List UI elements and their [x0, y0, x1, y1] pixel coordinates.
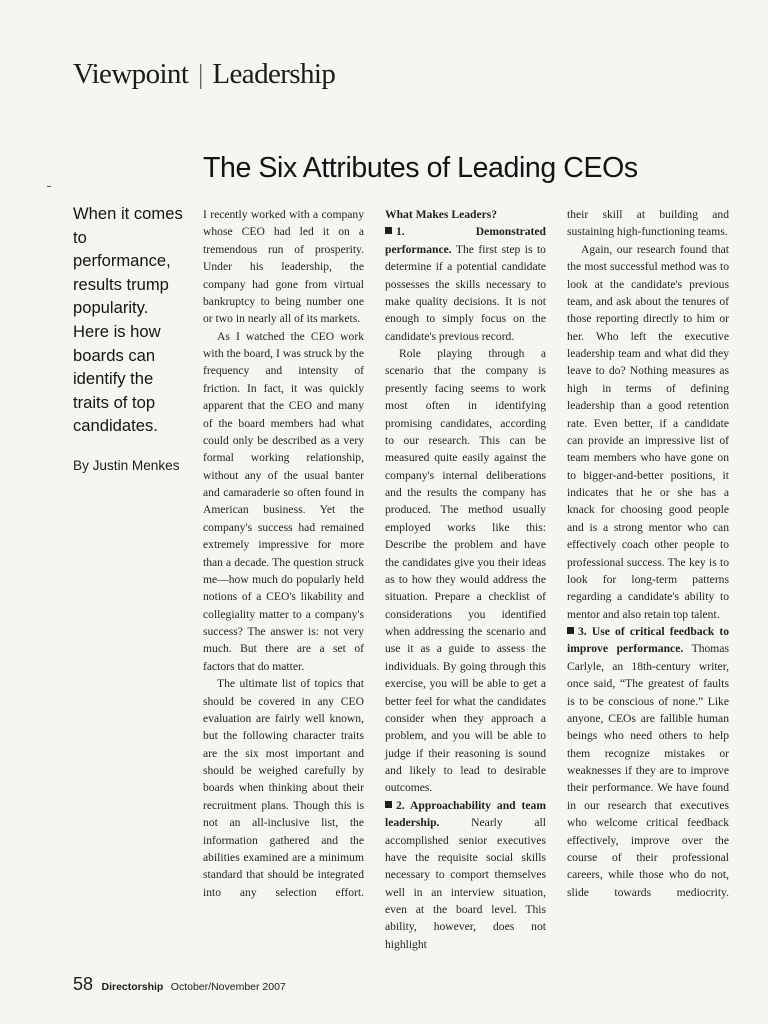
paragraph: Again, our research found that the most successful method was to look at the candidate's previous team, and ask about the tenures of those reporting directly to him or her. Who left the executive leadership team and what did they leave to do? Nothing measures as high in terms of defining leadership than a good retention rate. Even better, if a candidate can provide an impressive list of team members who have gone on to bigger-and-better positions, it indicates that he or she has a knack for choosing good people and is a strong mentor who can effectively coach other people to professional success. The key is to look for long-term patterns regarding a candidate's ability to mentor and also retain top talent. — [567, 242, 729, 621]
numbered-item — [385, 223, 546, 345]
body-column-1 — [203, 206, 364, 901]
body-column-3 — [567, 206, 729, 901]
section-name: Viewpoint — [73, 58, 189, 90]
item-text: The first step is to determine if a potential candidate possesses the skills necessary to make quality decisions. It is not enough to simply focus on the candidate's previous record. — [385, 242, 546, 343]
paragraph: As I watched the CEO work with the board, I was struck by the frequency and intensity of friction. In fact, it was quickly apparent that the CEO and many of the board members had what could only be described as a very formal working relationship, without any of the usual banter and camaraderie so often found in American business. Yet the company's success had remained extremely impressive for more than a decade. The question struck me—how much do popularly held notions of a CEO's likability and collegiality matter to a company's success? The answer is: not very much. But there are a set of factors that do matter. — [203, 329, 364, 673]
paragraph: their skill at building and sustaining high-functioning teams. — [567, 208, 729, 239]
numbered-item — [385, 797, 546, 953]
paragraph: I recently worked with a company whose CEO had led it on a tremendous run of prosperity. Under his leadership, the company had gone from virtual bankruptcy to being number one or two in nearly all of its markets. — [203, 208, 364, 326]
page-footer — [73, 974, 286, 995]
article-byline: By Justin Menkes — [73, 458, 180, 473]
section-header — [73, 58, 335, 91]
page-number: 58 — [73, 974, 94, 994]
paragraph: Role playing through a scenario that the company is presently facing seems to work most often in identifying promising candidates, according to our research. This can be measured quite easily against the company's internal deliberations and the results the company has produced. The method usually employed works like this: Describe the problem and have the candidates give you their ideas as to how they would address the situation. Prepare a checklist of considerations you identified when addressing the scenario and use it as a guide to assess the individuals. By going through this exercise, you will be able to get a better feel for what the candidates consider when they approach a problem, and you will be able to judge if their reasoning is sound and likely to lead to desirable outcomes. — [385, 347, 546, 795]
magazine-name: Directorship — [101, 981, 164, 993]
header-divider: | — [197, 59, 203, 89]
issue-date: October/November 2007 — [170, 981, 286, 993]
item-heading: 1. Demonstrated performance. — [385, 225, 546, 256]
square-bullet-icon — [385, 801, 392, 808]
body-column-2 — [385, 206, 546, 953]
item-text: Nearly all accomplished senior executives have the requisite social skills necessary to comport themselves well in an interview situation, even at the board level. This ability, however, does not highlight — [385, 816, 546, 951]
numbered-item — [567, 623, 729, 901]
item-text: Thomas Carlyle, an 18th-century writer, once said, “The greatest of faults is to be conscious of none.” Like anyone, CEOs are fallible human beings who need others to help them recognize mistakes or weaknesses if they are to improve their performance. We have found in our research that executives who welcome critical feedback effectively, improve over the course of their professional careers, while those who do not, slide towards mediocrity. — [567, 642, 729, 899]
square-bullet-icon — [567, 627, 574, 634]
subheading: What Makes Leaders? — [385, 208, 498, 221]
item-heading: 3. Use of critical feedback to improve performance. — [567, 625, 729, 656]
item-heading: 2. Approachability and team leadership. — [385, 798, 546, 830]
paragraph: The ultimate list of topics that should be covered in any CEO evaluation are fairly well known, but the following character traits are the six most important and should be weighed carefully by boards when thinking about their recruitment plans. Though this is not an all-inclusive list, the information gathered and the abilities examined are a minimum standard that should be integrated into any selection effort. — [203, 677, 364, 899]
margin-mark — [47, 186, 51, 187]
article-title: The Six Attributes of Leading CEOs — [203, 152, 638, 184]
article-deck: When it comes to performance, results trump popularity. Here is how boards can identify the traits of top candidates. — [73, 204, 183, 436]
square-bullet-icon — [385, 227, 392, 234]
section-topic: Leadership — [212, 58, 336, 90]
